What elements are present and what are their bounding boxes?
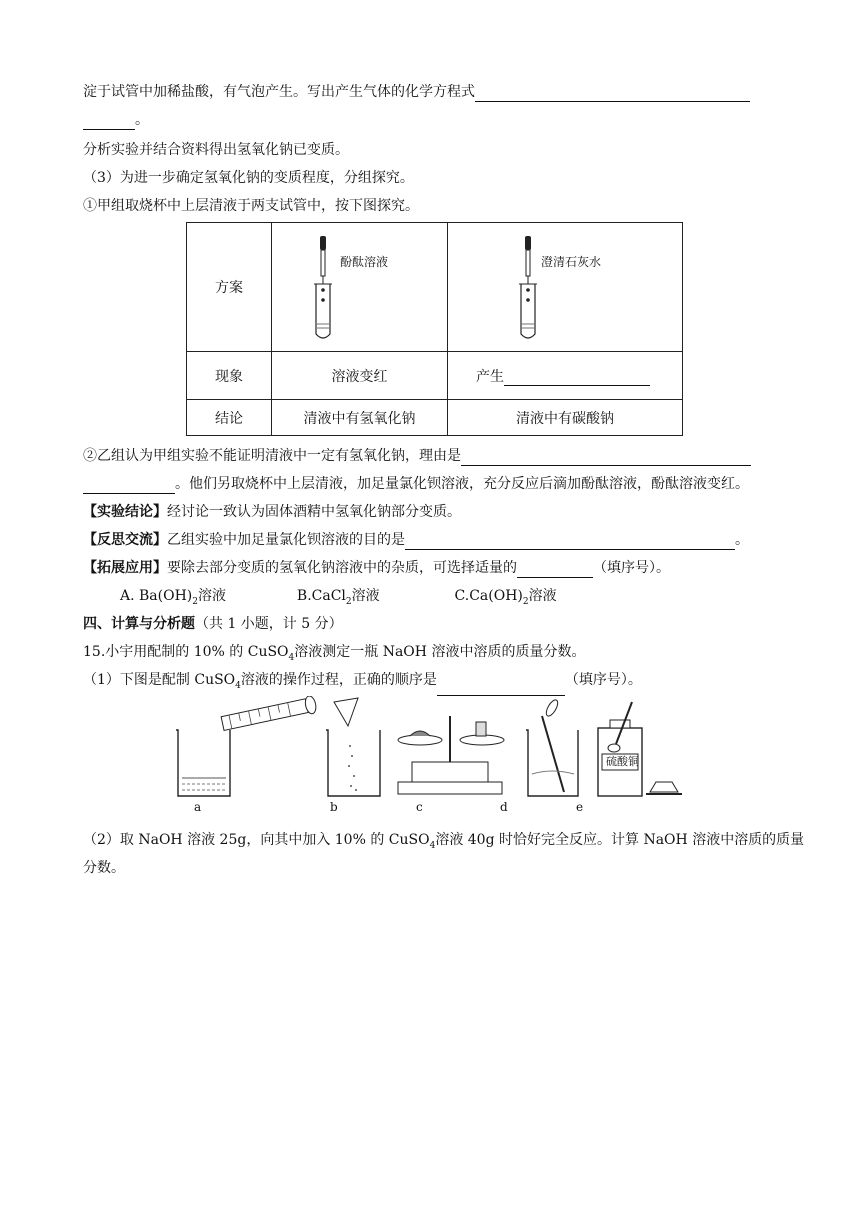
option-a: A. $Ba(OH)_2$溶液	[120, 588, 226, 607]
section-tag: 【反思交流】	[83, 532, 167, 548]
question-15-part-2-cont: 分数。	[83, 860, 125, 876]
apparatus-illustration	[166, 696, 686, 814]
text-line-6	[83, 474, 749, 494]
phenomenon-cell-1: 溶液变红	[272, 352, 448, 400]
options-line	[120, 586, 557, 612]
text-line-4: ①甲组取烧杯中上层清液于两支试管中，按下图探究。	[83, 198, 419, 214]
section-heading: 四、计算与分析题	[83, 616, 195, 632]
text-line-1b	[83, 110, 149, 130]
punctuation: 。	[135, 112, 149, 128]
answer-blank-phenomenon[interactable]	[504, 369, 650, 386]
test-tube-dropper-icon	[273, 224, 446, 350]
text-line-3: （3）为进一步确定氢氧化钠的变质程度，分组探究。	[83, 170, 414, 186]
lab-apparatus-icon	[166, 696, 686, 800]
plan-cell-limewater	[448, 223, 683, 352]
section-4-title	[83, 614, 343, 634]
question-text: 经讨论一致认为固体酒精中氢氧化钠部分变质。	[167, 504, 461, 520]
answer-blank-reason-cont[interactable]	[83, 477, 175, 494]
question-text: ②乙组认为甲组实验不能证明清液中一定有氢氧化钠，理由是	[83, 448, 461, 464]
section-note: （共 1 小题，计 5 分）	[195, 616, 343, 632]
question-text: 。他们另取烧杯中上层清液，加足量氯化钡溶液，充分反应后滴加酚酞溶液，酚酞溶液变红。	[175, 476, 749, 492]
apparatus-label-d: d	[500, 800, 508, 814]
answer-blank-equation[interactable]	[475, 85, 750, 102]
text-line-5	[83, 446, 751, 466]
option-b: B.CaCl$_2$溶液	[296, 588, 380, 607]
text-line-2: 分析实验并结合资料得出氢氧化钠已变质。	[83, 142, 349, 158]
apparatus-label-b: b	[330, 800, 338, 814]
text-line-1	[83, 82, 750, 102]
experiment-table	[186, 222, 683, 436]
section-tag: 【拓展应用】	[83, 560, 167, 576]
apparatus-label-e: e	[576, 800, 584, 814]
reagent-label-phenolphthalein: 酚酞溶液	[340, 255, 389, 269]
answer-blank-reason[interactable]	[461, 449, 751, 466]
text-line-7	[83, 502, 461, 522]
answer-blank-order[interactable]	[437, 679, 565, 696]
question-15-part-1: （1）下图是配制 CuSO$_4$溶液的操作过程，正确的顺序是 （填序号）。	[83, 670, 642, 696]
table-row-head-plan: 方案	[187, 223, 272, 352]
question-15-part-2: （2）取 NaOH 溶液 25g，向其中加入 10% 的 CuSO$_4$溶液 40g 时恰好完全反应。计算 NaOH 溶液中溶质的质量	[83, 832, 805, 851]
answer-blank-purpose[interactable]	[405, 533, 735, 550]
table-row-head-phenomenon: 现象	[187, 352, 272, 400]
phenomenon-cell-2	[448, 352, 683, 400]
text-line-8	[83, 530, 749, 550]
question-text: 乙组实验中加足量氯化钡溶液的目的是	[167, 532, 405, 548]
conclusion-cell-2: 清液中有碳酸钠	[448, 400, 683, 436]
text-line-9	[83, 558, 670, 578]
option-c: $C.Ca(OH)_2$溶液	[454, 588, 557, 607]
answer-blank-equation-cont[interactable]	[83, 113, 135, 130]
apparatus-label-c: c	[416, 800, 423, 814]
punctuation: 。	[735, 532, 749, 548]
question-text: （填序号）。	[593, 560, 670, 576]
reagent-label-limewater: 澄清石灰水	[541, 255, 602, 269]
question-text: 淀于试管中加稀盐酸，有气泡产生。写出产生气体的化学方程式	[83, 84, 475, 100]
phenomenon-text: 产生	[476, 368, 504, 385]
answer-blank-choice[interactable]	[517, 561, 593, 578]
table-row-head-conclusion: 结论	[187, 400, 272, 436]
test-tube-dropper-icon	[449, 224, 681, 350]
bottle-label: 硫酸铜	[606, 755, 639, 768]
conclusion-cell-1: 清液中有氢氧化钠	[272, 400, 448, 436]
section-tag: 【实验结论】	[83, 504, 167, 520]
question-text: 要除去部分变质的氢氧化钠溶液中的杂质，可选择适量的	[167, 560, 517, 576]
apparatus-label-a: a	[194, 800, 202, 814]
plan-cell-phenolphthalein	[272, 223, 448, 352]
question-15: 15.小宇用配制的 10% 的 CuSO$_4$溶液测定一瓶 NaOH 溶液中溶质的质量分数。	[83, 644, 586, 663]
